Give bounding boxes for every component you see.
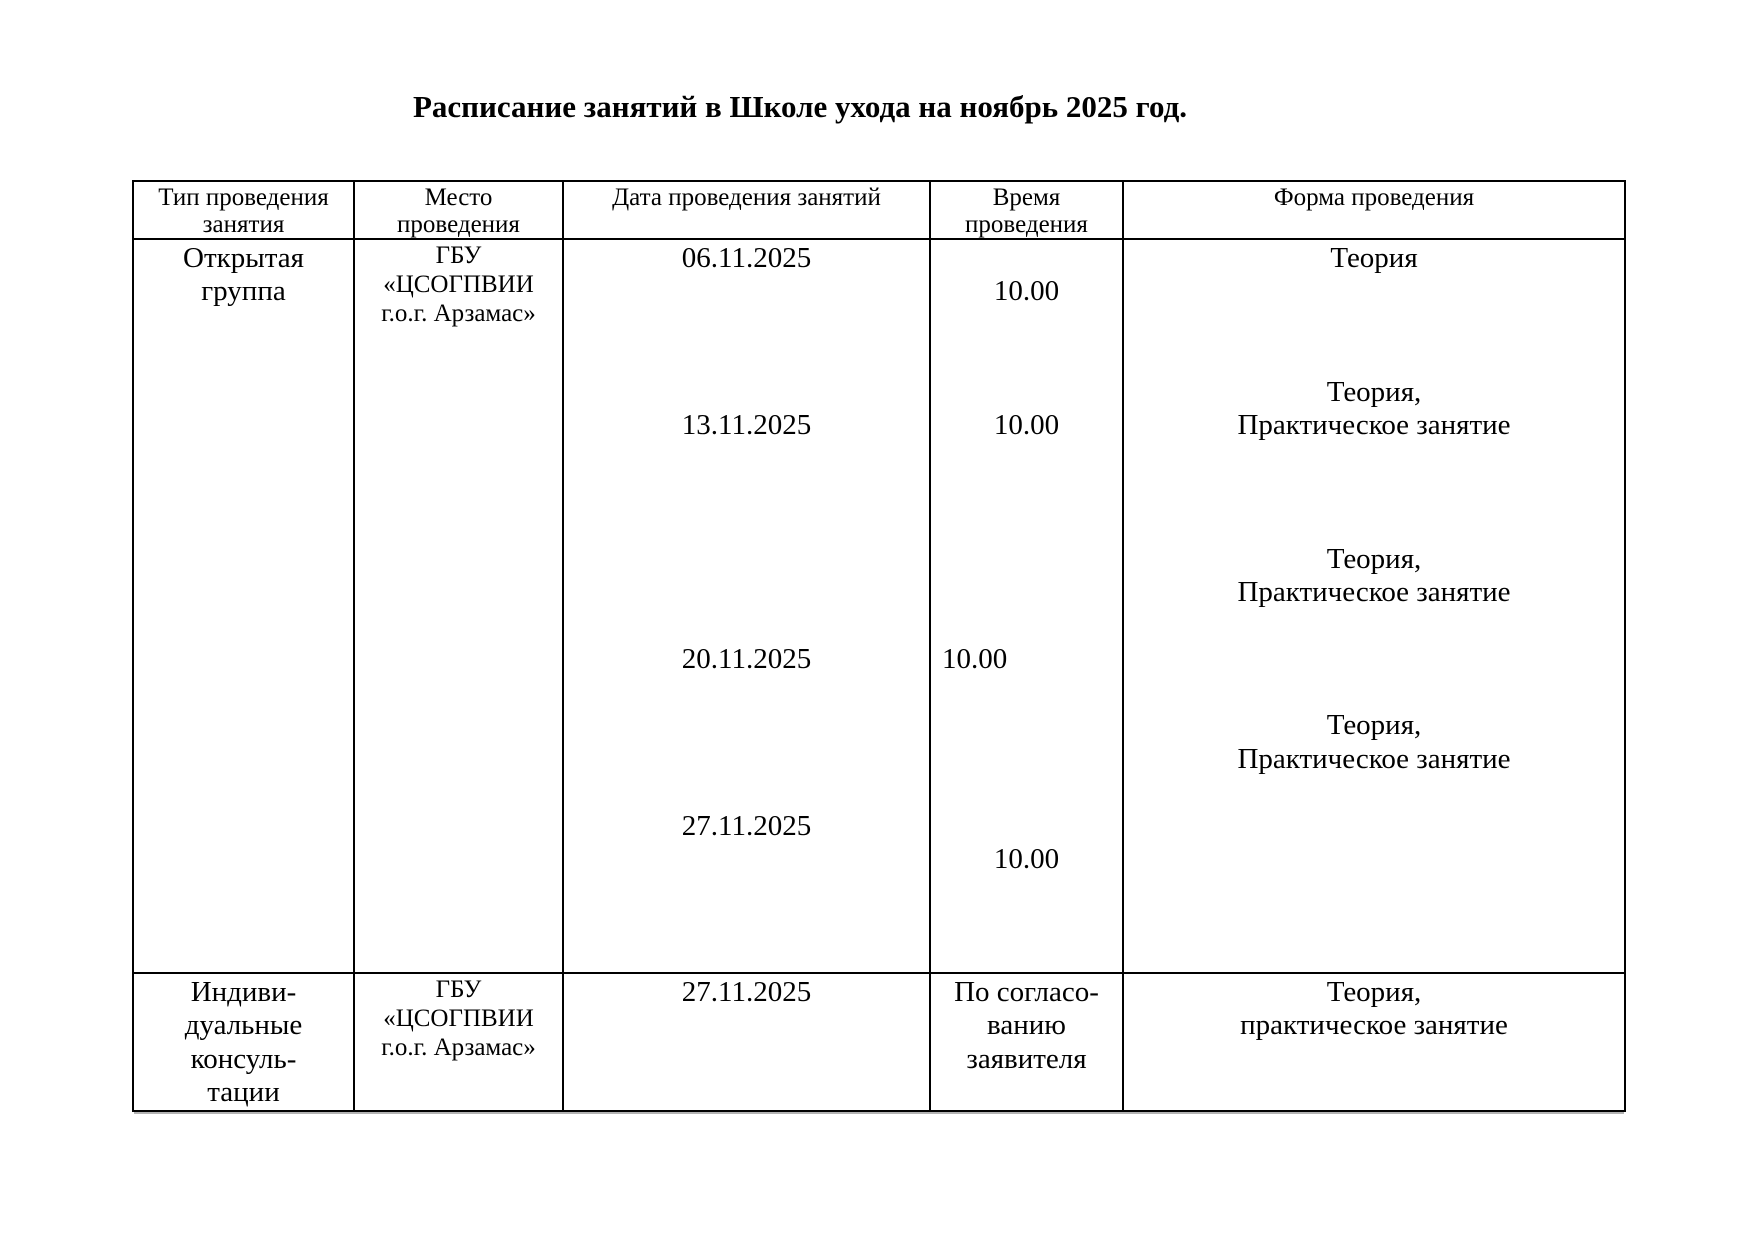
cell-line [934, 743, 1119, 776]
cell-line [1127, 509, 1621, 542]
cell-line: проведения [397, 211, 520, 238]
cell-line [934, 810, 1119, 843]
cell-line: ГБУ [435, 242, 482, 269]
cell-line: группа [201, 275, 286, 308]
cell-line [1127, 643, 1621, 676]
cell-line [1127, 342, 1621, 375]
cell-open-group-place [354, 239, 563, 973]
cell-line [567, 442, 926, 475]
row-open-group [133, 239, 1625, 973]
header-cell-place [354, 181, 563, 239]
cell-line [934, 509, 1119, 542]
cell-line: г.о.г. Арзамас» [381, 299, 536, 327]
cell-line [1127, 275, 1621, 308]
cell-line [934, 776, 1119, 809]
cell-line: 13.11.2025 [681, 408, 812, 441]
cell-individual-place [354, 973, 563, 1111]
cell-line [934, 543, 1119, 576]
cell-line: консуль- [190, 1042, 297, 1075]
cell-line [1127, 676, 1621, 709]
cell-line [567, 275, 926, 308]
cell-line: Теория, [1326, 375, 1422, 408]
cell-line: Теория, [1326, 542, 1422, 575]
cell-line [934, 476, 1119, 509]
cell-line: занятия [202, 211, 285, 238]
cell-line: дуальные [184, 1009, 303, 1042]
cell-line: Дата проведения занятий [612, 184, 881, 211]
cell-line: ванию [987, 1009, 1066, 1042]
cell-line [934, 242, 1119, 275]
cell-line: г.о.г. Арзамас» [381, 1033, 536, 1061]
cell-line [567, 342, 926, 375]
cell-line [567, 376, 926, 409]
cell-line: 10.00 [942, 642, 1008, 675]
cell-open-group-times [930, 239, 1123, 973]
cell-line [567, 309, 926, 342]
cell-line: 10.00 [993, 843, 1060, 876]
cell-line: Время [992, 184, 1061, 211]
cell-open-group-type [133, 239, 354, 973]
document-title: Расписание занятий в Школе ухода на ноябрь 2025 год. [412, 89, 1188, 124]
row-individual-consultations [133, 973, 1625, 1111]
cell-line: тации [207, 1076, 280, 1109]
cell-individual-forms [1123, 973, 1625, 1111]
cell-line: Практическое занятие [1237, 408, 1511, 441]
cell-line: Форма проведения [1273, 184, 1475, 211]
cell-line: Открытая [183, 242, 304, 274]
cell-line [934, 609, 1119, 642]
cell-line: проведения [965, 211, 1088, 238]
cell-line [1127, 442, 1621, 475]
schedule-table [132, 180, 1626, 1112]
cell-line [567, 576, 926, 609]
cell-line [567, 509, 926, 542]
cell-line [567, 743, 926, 776]
cell-line: Практическое занятие [1237, 575, 1511, 608]
cell-line: Теория, [1326, 709, 1422, 742]
cell-line [934, 342, 1119, 375]
cell-open-group-dates [563, 239, 930, 973]
cell-open-group-forms [1123, 239, 1625, 973]
cell-line [934, 676, 1119, 709]
cell-line [1127, 309, 1621, 342]
cell-line: практическое занятие [1240, 1009, 1508, 1042]
cell-line [934, 376, 1119, 409]
cell-line [567, 709, 926, 742]
cell-line: «ЦСОГПВИИ [383, 270, 534, 298]
cell-line: заявителя [966, 1042, 1087, 1075]
cell-line: 10.00 [993, 275, 1060, 308]
cell-line [1127, 609, 1621, 642]
header-cell-time [930, 181, 1123, 239]
cell-line: ГБУ [435, 976, 482, 1003]
cell-individual-type [133, 973, 354, 1111]
cell-line: Тип проведения [158, 184, 329, 211]
cell-line [567, 543, 926, 576]
cell-line [567, 609, 926, 642]
cell-line [567, 676, 926, 709]
cell-line: По согласо- [954, 976, 1099, 1008]
cell-line: Место [424, 184, 493, 211]
cell-line: Индиви- [190, 976, 297, 1008]
cell-line: 10.00 [993, 408, 1060, 441]
cell-individual-times [930, 973, 1123, 1111]
cell-line [1127, 476, 1621, 509]
cell-line: Практическое занятие [1237, 742, 1511, 775]
cell-line: «ЦСОГПВИИ [383, 1004, 534, 1032]
cell-line [934, 709, 1119, 742]
cell-line [567, 776, 926, 809]
cell-line: 20.11.2025 [681, 642, 812, 675]
cell-line [934, 576, 1119, 609]
header-cell-form [1123, 181, 1625, 239]
header-cell-session-type [133, 181, 354, 239]
cell-line [934, 442, 1119, 475]
cell-individual-dates [563, 973, 930, 1111]
cell-line [567, 476, 926, 509]
cell-line: Теория, [1326, 976, 1422, 1008]
header-row [133, 181, 1625, 239]
cell-line: 06.11.2025 [681, 242, 812, 274]
cell-line: Теория [1330, 242, 1418, 274]
cell-line: 27.11.2025 [681, 976, 812, 1008]
cell-line [934, 309, 1119, 342]
header-cell-date [563, 181, 930, 239]
cell-line: 27.11.2025 [681, 809, 812, 842]
